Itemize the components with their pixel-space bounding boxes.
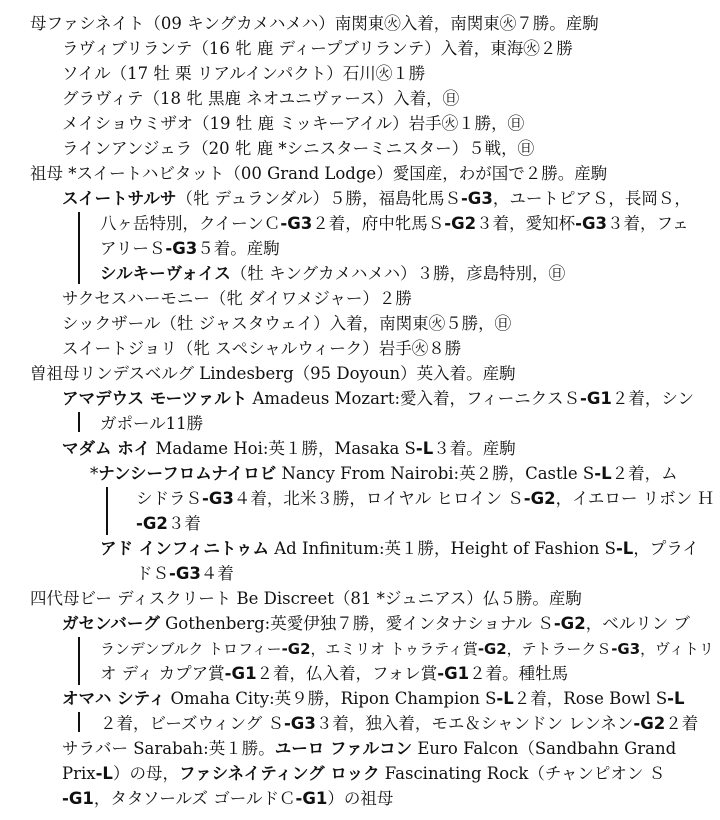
- bold-text: -G1: [580, 389, 612, 408]
- text-segment: ３着: [167, 514, 201, 533]
- bold-text: -G3: [575, 214, 607, 233]
- text-segment: 曽祖母リンデスベルグ Lindesberg（95 Doyoun）英入着。産駒: [30, 364, 516, 383]
- bold-text: -G3: [283, 714, 316, 733]
- text-segment: サクセスハーモニー（牝 ダイワメジャー）２勝: [62, 289, 412, 308]
- text-line: [62, 37, 573, 61]
- text-segment: ２着，府中牝馬Ｓ: [312, 214, 445, 233]
- text-segment: ２着: [665, 714, 699, 733]
- bold-text: -L: [496, 689, 514, 708]
- text-segment: ２着，シン: [611, 389, 694, 408]
- text-line: [62, 112, 524, 136]
- text-line: [62, 87, 459, 111]
- text-segment: グラヴィテ（18 牝 黒鹿 ネオユニヴァース）入着，㊐: [62, 89, 460, 108]
- text-line: [62, 787, 393, 811]
- text-line: [30, 587, 582, 611]
- text-line: [62, 337, 461, 361]
- indent-bar: [106, 487, 108, 535]
- bold-text: -G1: [62, 789, 94, 808]
- bold-text: アマデウス モーツァルト: [62, 389, 248, 408]
- text-segment: 八ヶ岳特別，クイーンＣ: [100, 214, 281, 233]
- bold-text: -G1: [295, 789, 328, 808]
- text-segment: ラインアンジェラ（20 牝 鹿 *シニスターミニスター）５戦，㊐: [62, 139, 535, 158]
- text-segment: ，イエロー リボン Ｈ: [555, 489, 714, 508]
- text-line: [62, 612, 690, 636]
- text-segment: ，タタソールズ ゴールドＣ: [93, 789, 296, 808]
- text-line: [100, 237, 280, 261]
- text-line: [62, 137, 534, 161]
- text-line: [100, 412, 203, 436]
- bold-text: -G3: [165, 239, 198, 258]
- bold-text: -G2: [477, 640, 507, 658]
- text-line: [62, 437, 516, 461]
- bold-text: -G2: [523, 489, 556, 508]
- text-line: [136, 562, 234, 586]
- bold-text: -G3: [611, 640, 641, 658]
- bold-text: シルキーヴォイス: [100, 264, 231, 283]
- text-segment: ドＳ: [136, 564, 169, 583]
- text-segment: Fascinating Rock（チャンピオン Ｓ: [379, 764, 666, 783]
- bold-text: -G3: [460, 189, 493, 208]
- bold-text: -G3: [202, 489, 234, 508]
- text-segment: Nancy From Nairobi:英２勝，Castle S: [276, 464, 595, 483]
- text-segment: Gothenberg:英愛伊独７勝，愛インタナショナル Ｓ: [159, 614, 554, 633]
- text-segment: メイショウミザオ（19 牡 鹿 ミッキーアイル）岩手㊋１勝，㊐: [62, 114, 525, 133]
- text-line: [100, 712, 698, 736]
- bold-text: -G2: [444, 214, 477, 233]
- text-line: [100, 212, 689, 236]
- text-segment: ランデンブルク トロフィー: [100, 640, 282, 658]
- text-line: [30, 362, 516, 386]
- bold-text: -L: [667, 689, 685, 708]
- text-segment: ，ベルリン ブ: [585, 614, 690, 633]
- bold-text: -G3: [169, 564, 201, 583]
- bold-text: ユーロ ファルコン: [274, 739, 413, 758]
- text-segment: ３着，独入着，モエ＆シャンドン レンネン: [315, 714, 634, 733]
- text-segment: （牝 デュランダル）５勝，福島牝馬Ｓ: [176, 189, 461, 208]
- bold-text: -L: [615, 539, 634, 558]
- bold-text: -L: [415, 439, 434, 458]
- bold-text: -G3: [280, 214, 313, 233]
- text-segment: サラバー Sarabah:英１勝。: [62, 739, 275, 758]
- text-segment: ３着。産駒: [433, 439, 516, 458]
- text-segment: ２着，仏入着，フォレ賞: [256, 664, 438, 683]
- text-segment: ，エミリオ トゥラティ賞: [310, 640, 478, 658]
- text-segment: アリーＳ: [100, 239, 166, 258]
- text-line: [100, 262, 565, 286]
- text-segment: ５着。産駒: [197, 239, 280, 258]
- bold-text: ファシネイティング ロック: [178, 764, 380, 783]
- text-segment: ，テトラークＳ: [506, 640, 612, 658]
- text-line: [62, 62, 425, 86]
- text-segment: シックザール（牡 ジャスタウェイ）入着，南関東㊋５勝，㊐: [62, 314, 512, 333]
- bold-text: マダム ホイ: [62, 439, 151, 458]
- bold-text: -G2: [633, 714, 666, 733]
- text-segment: （牡 キングカメハメハ）３勝，彦島特別，㊐: [230, 264, 566, 283]
- text-segment: オ ディ カプア賞: [100, 664, 225, 683]
- text-segment: ４着，北米３勝，ロイヤル ヒロイン Ｓ: [233, 489, 524, 508]
- text-line: [30, 162, 607, 186]
- text-line: [62, 312, 511, 336]
- text-segment: ，プライ: [633, 539, 699, 558]
- text-segment: 母ファシネイト（09 キングカメハメハ）南関東㊋入着，南関東㊋７勝。産駒: [30, 14, 599, 33]
- text-line: [100, 637, 714, 661]
- text-line: [62, 762, 665, 786]
- text-segment: ４着: [200, 564, 234, 583]
- text-segment: 祖母 *スイートハビタット（00 Grand Lodge）愛国産，わが国で２勝。産駒: [30, 164, 608, 183]
- indent-bar: [78, 712, 80, 732]
- text-line: [100, 662, 568, 686]
- bold-text: -L: [95, 764, 113, 783]
- text-segment: ガポール11勝: [100, 414, 204, 433]
- text-line: [90, 462, 678, 486]
- text-segment: Amadeus Mozart:愛入着，フィーニクスＳ: [247, 389, 581, 408]
- text-segment: シドラＳ: [136, 489, 202, 508]
- text-line: [62, 737, 676, 761]
- indent-bar: [78, 637, 80, 685]
- bold-text: ナンシーフロムナイロビ: [98, 464, 277, 483]
- text-line: [62, 287, 412, 311]
- text-segment: ソイル（17 牡 栗 リアルインパクト）石川㊋１勝: [62, 64, 426, 83]
- text-segment: ３着，フェ: [606, 214, 689, 233]
- text-line: [136, 512, 201, 536]
- text-segment: Ad Infinitum:英１勝，Height of Fashion S: [269, 539, 616, 558]
- text-line: [100, 537, 699, 561]
- text-segment: ラヴィブリランテ（16 牝 鹿 ディープブリランテ）入着，東海㊋２勝: [62, 39, 573, 58]
- text-segment: ）の祖母: [327, 789, 394, 808]
- text-segment: Euro Falcon（Sandbahn Grand: [412, 739, 677, 758]
- text-segment: Madame Hoi:英１勝，Masaka S: [150, 439, 416, 458]
- bold-text: -L: [594, 464, 612, 483]
- text-line: [30, 12, 599, 36]
- text-segment: ，ユートピアＳ，長岡Ｓ，: [492, 189, 691, 208]
- text-segment: ２着。種牡馬: [469, 664, 569, 683]
- text-segment: スイートジョリ（牝 スペシャルウィーク）岩手㊋８勝: [62, 339, 462, 358]
- bold-text: スイートサルサ: [62, 189, 177, 208]
- text-segment: 四代母ビー ディスクリート Be Discreet（81 *ジュニアス）仏５勝。産駒: [30, 589, 582, 608]
- text-segment: ２着，ビーズウィング Ｓ: [100, 714, 284, 733]
- bold-text: -G1: [224, 664, 257, 683]
- text-segment: ２着，ム: [611, 464, 678, 483]
- text-segment: ２着，Rose Bowl S: [513, 689, 668, 708]
- bold-text: -G1: [437, 664, 470, 683]
- bold-text: -G2: [136, 514, 168, 533]
- text-segment: *: [90, 464, 99, 483]
- text-line: [62, 687, 685, 711]
- bold-text: ガセンバーグ: [62, 614, 160, 633]
- text-segment: ）の母，: [112, 764, 179, 783]
- bold-text: アド インフィニトゥム: [100, 539, 270, 558]
- text-segment: ，ヴィトリ: [640, 640, 714, 658]
- text-segment: ３着，愛知杯: [476, 214, 576, 233]
- bold-text: -G2: [553, 614, 586, 633]
- text-segment: Prix: [62, 764, 96, 783]
- text-segment: Omaha City:英９勝，Ripon Champion S: [165, 689, 497, 708]
- bold-text: オマハ シティ: [62, 689, 166, 708]
- indent-bar: [78, 212, 80, 284]
- text-line: [62, 187, 691, 211]
- indent-bar: [78, 412, 80, 432]
- bold-text: -G2: [281, 640, 311, 658]
- text-line: [136, 487, 714, 511]
- text-line: [62, 387, 694, 411]
